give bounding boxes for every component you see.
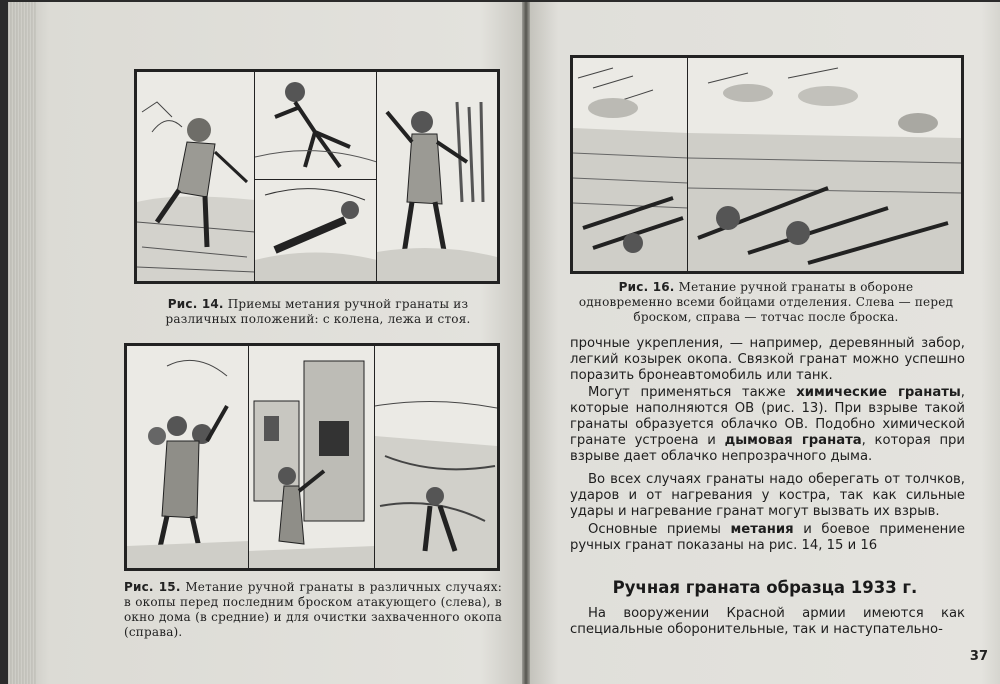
book-gutter (522, 2, 530, 684)
paragraph-3: Во всех случаях гранаты надо оберегать от толчков, ударов и от нагревания у костра, так как сильные удары и нагревание гранат могут вызвать их взрыв. (570, 471, 965, 520)
page-number: 37 (969, 649, 988, 664)
figure-14-caption-text: Приемы метания ручной гранаты из различных положений: с колена, лежа и стоя. (165, 297, 471, 326)
paragraph-4: Основные приемы метания и боевое применение ручных гранат показаны на рис. 14, 15 и 16 (570, 522, 965, 554)
figure-15-caption (124, 580, 502, 640)
paragraph-2: Могут применяться также химические гранаты, которые наполняются ОВ (рис. 13). При взрыве такой гранаты образуется облачко ОВ. Подобно химической гранате устроена и дымовая граната, которая при взрыве дает облачко непрозрачного дыма. (570, 384, 966, 465)
throwing-term: метания (730, 522, 794, 538)
fig14-panel-throwing (254, 71, 378, 181)
right-page (530, 2, 1000, 684)
body-text-block-2 (570, 606, 965, 638)
page-edges (8, 2, 36, 684)
fig14-panel-lying (254, 179, 378, 282)
body-text-block (570, 336, 965, 555)
figure-16-caption (570, 280, 962, 325)
figure-14-label: Рис. 14. (167, 297, 224, 311)
section-heading: Ручная граната образца 1933 г. (612, 578, 918, 597)
fig15-panel-trench-assault (126, 345, 250, 569)
figure-16-label: Рис. 16. (618, 280, 675, 294)
fig16-panel-before-throw (572, 57, 689, 272)
fig15-panel-house-window (248, 345, 376, 569)
smoke-grenade-term: дымовая граната (724, 433, 862, 449)
figure-15-label: Рис. 15. (124, 580, 181, 594)
figure-14-illustration (134, 69, 500, 284)
figure-15-caption-text: Метание ручной гранаты в различных случаях: в окопы перед последним броском атакующего (слева), в окно дома (в средние) и для очистки захваченного окопа (справа). (124, 580, 502, 639)
left-page (8, 2, 522, 684)
fig16-panel-after-throw (687, 57, 962, 272)
book-spread (8, 2, 1000, 684)
paragraph-1: прочные укрепления, — например, деревянный забор, легкий козырек окопа. Связкой гранат можно успешно поразить бронеавтомобиль или танк. (570, 336, 965, 384)
fig14-panel-kneeling (136, 71, 256, 282)
figure-15-illustration (124, 343, 500, 571)
figure-16-caption-text: Метание ручной гранаты в обороне одновременно всеми бойцами отделения. Слева — перед броском, справа — тотчас после броска. (578, 280, 954, 324)
fig14-panel-standing (376, 71, 498, 282)
fig15-panel-trench-clearing (374, 345, 498, 569)
figure-16-illustration (570, 55, 964, 274)
figure-14-caption (134, 297, 502, 327)
chemical-grenades-term: химические гранаты (796, 384, 961, 400)
paragraph-5: На вооружении Красной армии имеются как специальные оборонительные, так и наступательно- (570, 606, 965, 638)
